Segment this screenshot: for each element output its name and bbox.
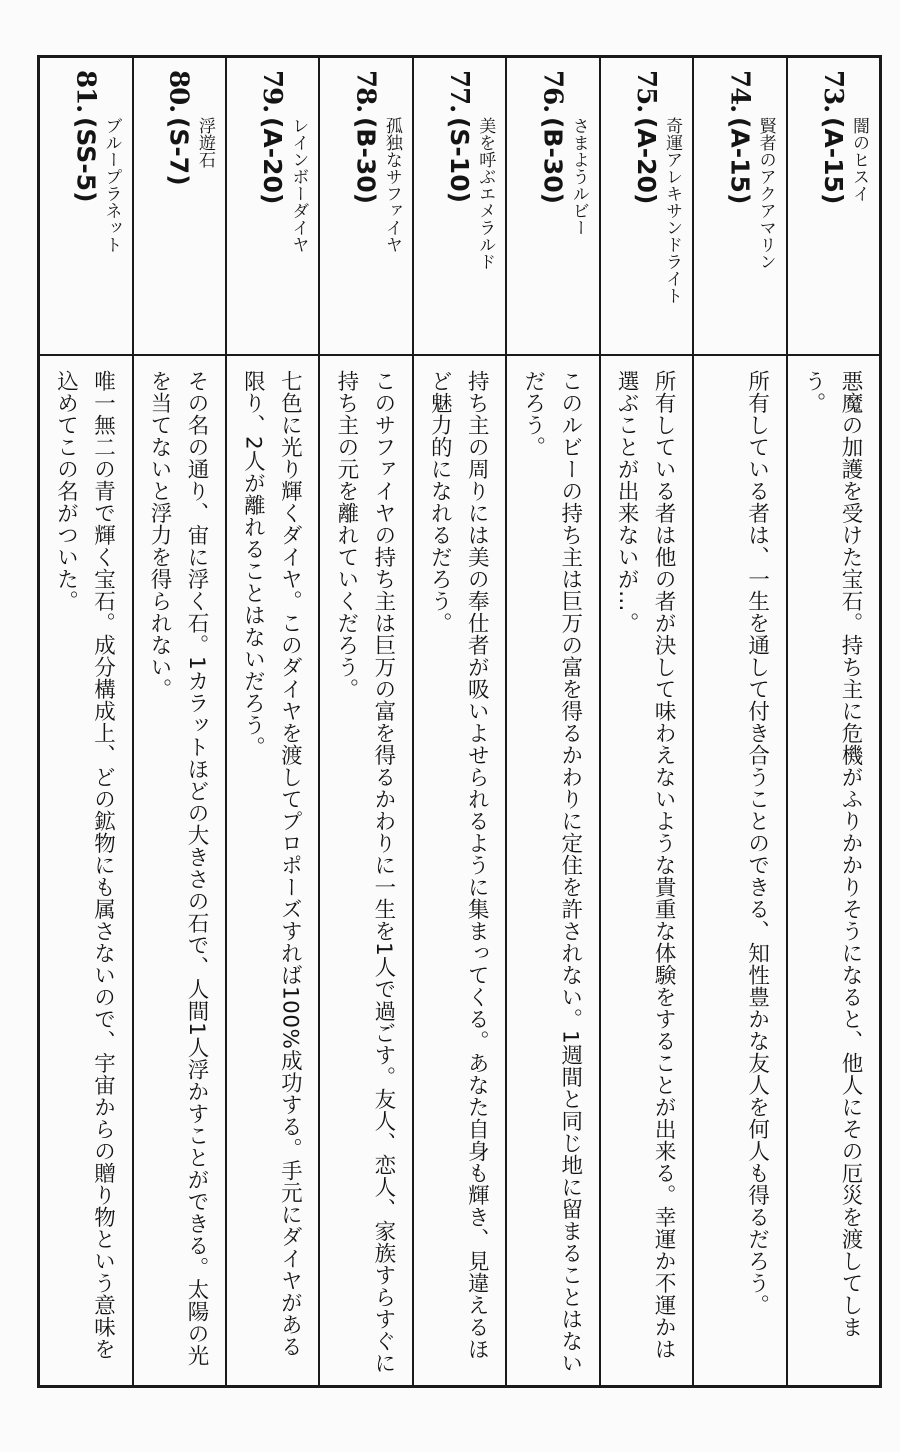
gem-rank: (B-30) [538, 117, 568, 205]
gem-description: このルビーの持ち主は巨万の富を得るかわりに定住を許されない。1週間と同じ地に留まることはないだろう。 [520, 370, 583, 1375]
gem-rank: (SS-5) [71, 117, 101, 203]
gem-description: 所有している者は他の者が決して味わえないような貴重な体験をすることが出来る。幸運か不運かは選ぶことが出来ないが…。 [614, 370, 677, 1360]
gem-name-cell [601, 58, 692, 356]
gem-name: 賢者のアクアマリン [755, 117, 776, 271]
gem-name: ブループラネット [101, 117, 122, 254]
gem-rank: (B-30) [351, 117, 381, 205]
gem-name: 美を呼ぶエメラルド [475, 117, 496, 271]
gem-name-cell [134, 58, 225, 356]
gem-number: 81. [70, 70, 101, 113]
table-row [692, 58, 785, 1385]
gem-name-cell [507, 58, 598, 356]
gem-number: 78. [350, 70, 381, 113]
gem-description-cell [507, 356, 598, 1385]
gem-name: 孤独なサファイヤ [381, 117, 402, 254]
gem-description-cell [788, 356, 879, 1385]
gem-rank: (S-10) [445, 117, 474, 204]
gem-description-cell [694, 356, 785, 1385]
gem-description-cell [601, 356, 692, 1385]
table-row [599, 58, 692, 1385]
table-row [505, 58, 598, 1385]
gem-number: 74. [724, 70, 755, 113]
table-row [132, 58, 225, 1385]
gem-name-cell [788, 58, 879, 356]
table-row [786, 58, 879, 1385]
gem-number: 79. [257, 70, 288, 113]
gem-description: 所有している者は、一生を通して付き合うことのできる、知性豊かな友人を何人も得るだろう。 [744, 370, 770, 1316]
gem-name-cell [227, 58, 318, 356]
gem-description-cell [414, 356, 505, 1385]
gem-number: 76. [537, 70, 568, 113]
gem-description: その名の通り、宙に浮く石。1カラットほどの大きさの石で、人間1人浮かすことができる。太陽の光を当てないと浮力を得られない。 [146, 370, 209, 1367]
gem-number: 80. [163, 70, 194, 113]
gem-number: 73. [817, 70, 848, 113]
gem-name-cell [694, 58, 785, 356]
gem-name: 闇のヒスイ [849, 117, 869, 203]
gem-number: 77. [444, 70, 474, 113]
table-row [225, 58, 318, 1385]
gem-description: 七色に光り輝くダイヤ。このダイヤを渡してプロポーズすれば100%成功する。手元にダイヤがある限り、2人が離れることはないだろう。 [240, 370, 303, 1358]
gem-rank: (A-15) [818, 117, 848, 205]
gem-name-cell [40, 58, 131, 356]
gem-description: 持ち主の周りには美の奉仕者が吸いよせられるように集まってくる。あなた自身も輝き、見違えるほど魅力的になれるだろう。 [427, 370, 490, 1360]
gem-number: 75. [630, 70, 661, 113]
gem-rank: (A-20) [258, 117, 288, 205]
gem-description-cell [40, 356, 131, 1385]
gem-description: 悪魔の加護を受けた宝石。持ち主に危機がふりかかりそうになると、他人にその厄災を渡してしまう。 [801, 370, 863, 1338]
gem-name: さまようルビー [568, 117, 589, 237]
table-row [40, 58, 131, 1385]
gem-description-cell [227, 356, 318, 1385]
gem-name: 浮遊石 [194, 117, 215, 169]
gem-rank: (A-15) [725, 117, 755, 205]
gem-name-cell [320, 58, 411, 356]
gem-name: レインボーダイヤ [288, 117, 309, 254]
table-row [412, 58, 505, 1385]
gem-rank: (A-20) [631, 117, 661, 205]
gem-name-cell [414, 58, 505, 356]
gem-table [37, 55, 882, 1388]
gem-description-cell [134, 356, 225, 1385]
gem-description: 唯一無二の青で輝く宝石。成分構成上、どの鉱物にも属さないので、宇宙からの贈り物という意味を込めてこの名がついた。 [53, 370, 116, 1360]
gem-rank: (S-7) [164, 117, 194, 186]
gem-name: 奇運アレキサンドライト [662, 117, 683, 305]
gem-description-cell [320, 356, 411, 1385]
table-row [318, 58, 411, 1385]
gem-description: このサファイヤの持ち主は巨万の富を得るかわりに一生を1人で過ごす。友人、恋人、家族すらすぐに持ち主の元を離れていくだろう。 [333, 370, 396, 1375]
